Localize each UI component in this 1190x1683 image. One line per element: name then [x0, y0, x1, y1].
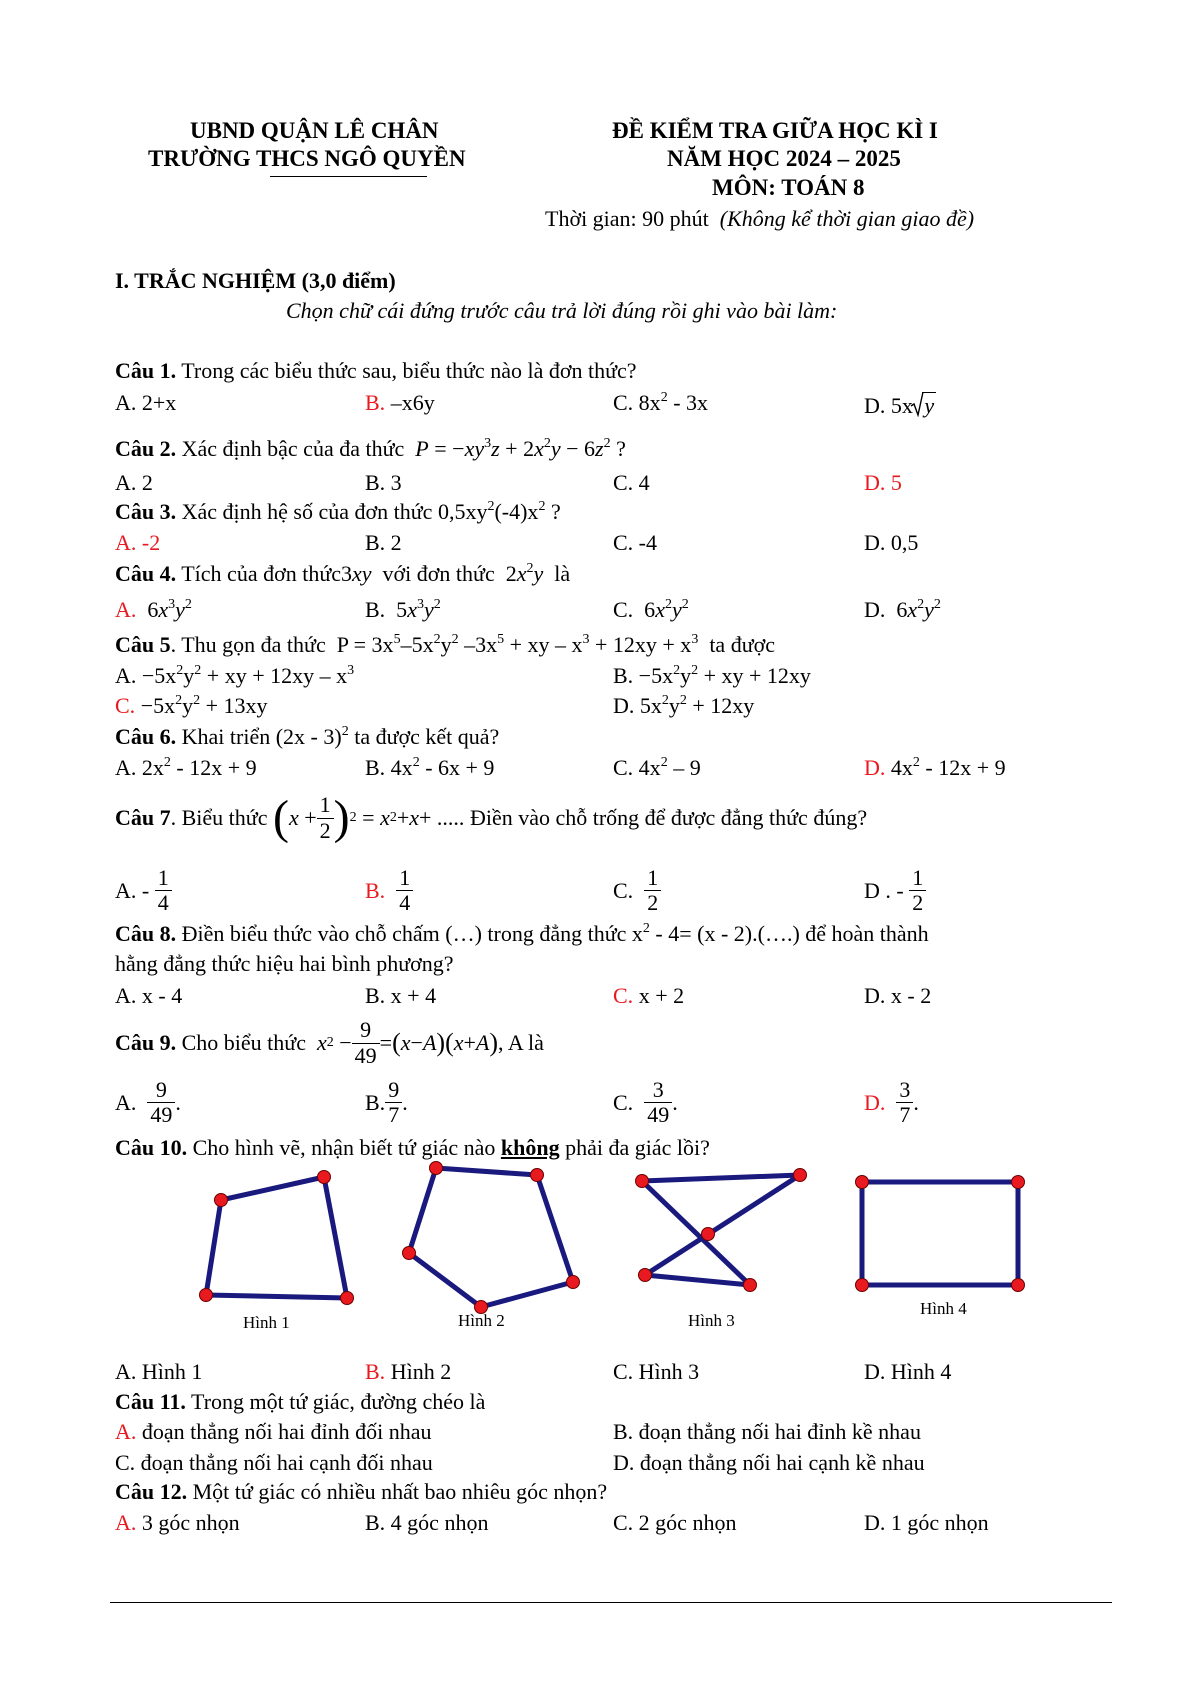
q7-option-c: C. $\frac{1}{2}$	[613, 866, 661, 915]
q6-option-a: A. $2x^2 - 12x + 9$	[115, 755, 257, 780]
question-5: Câu 5. Thu gọn đa thức $P = 3x^5-5x^2y^2$ $-3x^5$ + xy – $x^3 + 12xy + x^3$ ta được	[115, 632, 776, 657]
q1-option-d: D. 5x y	[864, 393, 935, 418]
q5-option-d: D. $5x^2y^2 + 12xy$	[613, 693, 755, 718]
q8-option-a: A. x - 4	[115, 983, 183, 1008]
q7-option-d: D . - $\frac{1}{2}$	[864, 866, 926, 915]
figure-3-label: Hình 3	[688, 1311, 735, 1330]
question-12: Câu 12. Một tứ giác có nhiều nhất bao nhiêu góc nhọn?	[115, 1479, 608, 1504]
question-8: Câu 8. Điền biểu thức vào chỗ chấm (…) trong đẳng thức $x^2 - 4= (x$ - 2).(….) để hoàn thành	[115, 921, 929, 946]
question-8-line2: hằng đẳng thức hiệu hai bình phương?	[115, 951, 454, 976]
q1-option-c: C. $8x^2 - 3x$	[613, 390, 709, 415]
section-title: I. TRẮC NGHIỆM (3,0 điểm)	[115, 268, 396, 293]
q6-option-d: D. $4x^2 - 12x + 9$	[864, 755, 1006, 780]
figure-3-shape	[642, 1175, 800, 1285]
q12-option-c: C. 2 góc nhọn	[613, 1510, 737, 1535]
figure-4-shape	[862, 1182, 1018, 1285]
q4-option-d: D. $6x^2y^2$	[864, 597, 941, 622]
q11-option-b: B. đoạn thẳng nối hai đỉnh kề nhau	[613, 1419, 921, 1444]
q2-option-d: D. 5	[864, 470, 902, 495]
section-instruction: Chọn chữ cái đứng trước câu trả lời đúng rồi ghi vào bài làm:	[286, 298, 838, 323]
q9-option-b: B. $\frac{9}{7}$ .	[365, 1077, 408, 1128]
q7-option-a: A. - $\frac{1}{4}$	[115, 866, 172, 915]
figure-1-label: Hình 1	[243, 1313, 290, 1332]
q6-option-b: B. $4x^2 - 6x + 9$	[365, 755, 495, 780]
footer-divider	[110, 1602, 1112, 1603]
question-7: Câu 7 . Biểu thức ( x + $\frac{1}{2}$ ) 2 = x 2 + x + ..... Điền vào chỗ trống để được đẳng thức đúng?	[115, 791, 868, 844]
school-district: UBND QUẬN LÊ CHÂN	[190, 118, 439, 143]
q9-option-d: D. $\frac{3}{7}$ .	[864, 1077, 919, 1128]
figure-1-shape	[206, 1177, 347, 1298]
school-year: NĂM HỌC 2024 – 2025	[667, 146, 901, 171]
q2-option-c: C. 4	[613, 470, 650, 495]
q8-option-b: B. x + 4	[365, 983, 437, 1008]
school-name: TRƯỜNG THCS NGÔ QUYỀN	[148, 146, 466, 171]
q1-option-a: A. 2+x	[115, 390, 177, 415]
q3-option-a: A. -2	[115, 530, 161, 555]
q8-option-d: D. x - 2	[864, 983, 932, 1008]
q11-option-d: D. đoạn thẳng nối hai cạnh kề nhau	[613, 1450, 925, 1475]
figure-2-shape	[409, 1168, 573, 1307]
question-1: Câu 1. Trong các biểu thức sau, biểu thức nào là đơn thức?	[115, 358, 637, 383]
q2-option-b: B. 3	[365, 470, 402, 495]
quadrilateral-figures	[0, 1160, 1190, 1340]
q4-option-c: C. $6x^2y^2$	[613, 597, 689, 622]
figure-2-label: Hình 2	[458, 1311, 505, 1330]
question-4: Câu 4. Tích của đơn thức3xy với đơn thức $2x^2y$ là	[115, 561, 571, 586]
header-underline	[270, 176, 427, 177]
q5-option-b: B. $-5x^2y^2$ + xy + 12xy	[613, 663, 811, 688]
q12-option-d: D. 1 góc nhọn	[864, 1510, 989, 1535]
q5-option-c: C. $-5x^2y^2 + 13xy$	[115, 693, 268, 718]
q11-option-a: A. đoạn thẳng nối hai đỉnh đối nhau	[115, 1419, 432, 1444]
q3-option-c: C. -4	[613, 530, 657, 555]
q4-option-b: B. $5x^3y^2$	[365, 597, 441, 622]
question-2: Câu 2. Xác định bậc của đa thức $P = -xy^3z + 2x^2y - 6z^2$ ?	[115, 436, 626, 461]
exam-title: ĐỀ KIỂM TRA GIỮA HỌC KÌ I	[612, 118, 938, 143]
q11-option-c: C. đoạn thẳng nối hai cạnh đối nhau	[115, 1450, 433, 1475]
q7-option-b: B. $\frac{1}{4}$	[365, 866, 413, 915]
q12-option-b: B. 4 góc nhọn	[365, 1510, 489, 1535]
q9-option-c: C. $\frac{3}{49}$ .	[613, 1077, 678, 1128]
q10-option-b: B. Hình 2	[365, 1359, 452, 1384]
q9-option-a: A. $\frac{9}{49}$ .	[115, 1077, 181, 1128]
q10-option-c: C. Hình 3	[613, 1359, 700, 1384]
question-9: Câu 9. Cho biểu thức x 2 − $\frac{9}{49}$ = ( x − A )( x + A ) , A là	[115, 1017, 544, 1068]
q4-option-a: A. $6x^3y^2$	[115, 597, 192, 622]
figure-4-label: Hình 4	[920, 1299, 967, 1318]
subject: MÔN: TOÁN 8	[712, 175, 865, 200]
q5-option-a: A. $-5x^2y^2$ + xy + $12xy - x^3$	[115, 663, 355, 688]
q1-option-b: B. –x6y	[365, 390, 435, 415]
q6-option-c: C. $4x^2 - 9$	[613, 755, 701, 780]
question-11: Câu 11. Trong một tứ giác, đường chéo là	[115, 1389, 486, 1414]
q8-option-c: C. x + 2	[613, 983, 685, 1008]
question-6: Câu 6. Khai triển (2x - 3)$^2$ ta được kết quả?	[115, 724, 500, 749]
q10-option-d: D. Hình 4	[864, 1359, 952, 1384]
question-10: Câu 10. Cho hình vẽ, nhận biết tứ giác nào không phải đa giác lồi?	[115, 1135, 710, 1160]
q2-option-a: A. 2	[115, 470, 153, 495]
q3-option-b: B. 2	[365, 530, 402, 555]
question-3: Câu 3. Xác định hệ số của đơn thức $0,5xy^2(-4)x^2$ ?	[115, 499, 561, 524]
q3-option-d: D. 0,5	[864, 530, 919, 555]
q10-option-a: A. Hình 1	[115, 1359, 203, 1384]
q12-option-a: A. 3 góc nhọn	[115, 1510, 240, 1535]
exam-time: Thời gian: 90 phút (Không kể thời gian giao đề)	[545, 206, 975, 231]
